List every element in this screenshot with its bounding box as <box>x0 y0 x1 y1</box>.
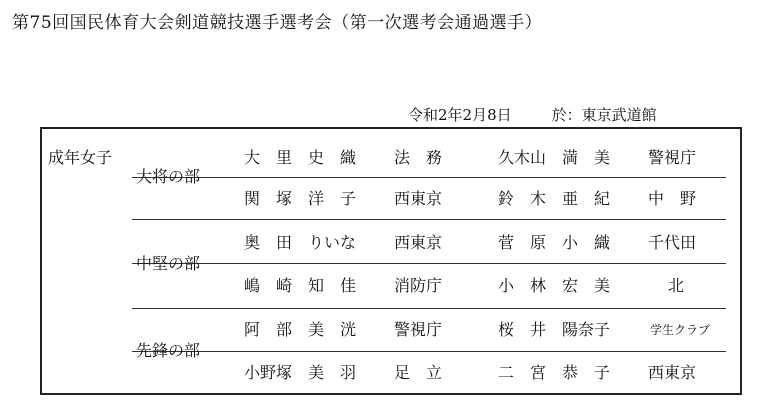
player-name: 阿 部 美 洸 <box>244 320 357 339</box>
row-divider <box>132 177 726 178</box>
player-affiliation: 法 務 <box>394 148 443 167</box>
player-affiliation: 消防庁 <box>394 276 443 295</box>
player-affiliation: 足 立 <box>394 363 443 382</box>
player-affiliation: 警視庁 <box>648 148 697 167</box>
group-divider <box>132 219 726 220</box>
category-label: 成年女子 <box>48 148 113 167</box>
player-affiliation: 学生クラブ <box>650 323 711 337</box>
player-name: 鈴 木 亜 紀 <box>498 189 611 208</box>
player-name: 菅 原 小 織 <box>498 233 611 252</box>
player-affiliation: 中 野 <box>648 189 697 208</box>
player-name: 大 里 史 織 <box>244 148 357 167</box>
group-label-senpo: 先鋒の部 <box>136 341 201 360</box>
player-affiliation: 西東京 <box>394 233 443 252</box>
player-affiliation: 西東京 <box>394 189 443 208</box>
group-divider <box>132 308 726 309</box>
event-date: 令和2年2月8日 <box>408 106 512 124</box>
page-title: 第75回国民体育大会剣道競技選手選考会（第一次選考会通過選手） <box>12 13 543 33</box>
results-table <box>40 127 742 395</box>
player-name: 小 林 宏 美 <box>498 276 611 295</box>
player-name: 小野塚 美 羽 <box>244 363 357 382</box>
player-affiliation: 北 <box>668 276 685 295</box>
group-label-chuken: 中堅の部 <box>136 254 201 273</box>
player-affiliation: 千代田 <box>648 233 697 252</box>
player-name: 奥 田 りいな <box>244 233 357 252</box>
player-name: 二 宮 恭 子 <box>498 363 611 382</box>
player-name: 嶋 崎 知 佳 <box>244 276 357 295</box>
player-name: 桜 井 陽奈子 <box>498 320 611 339</box>
row-divider <box>132 263 726 264</box>
player-affiliation: 西東京 <box>648 363 697 382</box>
player-name: 関 塚 洋 子 <box>244 189 357 208</box>
event-venue: 於：東京武道館 <box>551 106 657 124</box>
group-label-taisho: 大将の部 <box>136 167 201 186</box>
date-venue-line <box>408 104 657 125</box>
row-divider <box>132 351 726 352</box>
player-affiliation: 警視庁 <box>394 320 443 339</box>
player-name: 久木山 満 美 <box>498 148 611 167</box>
